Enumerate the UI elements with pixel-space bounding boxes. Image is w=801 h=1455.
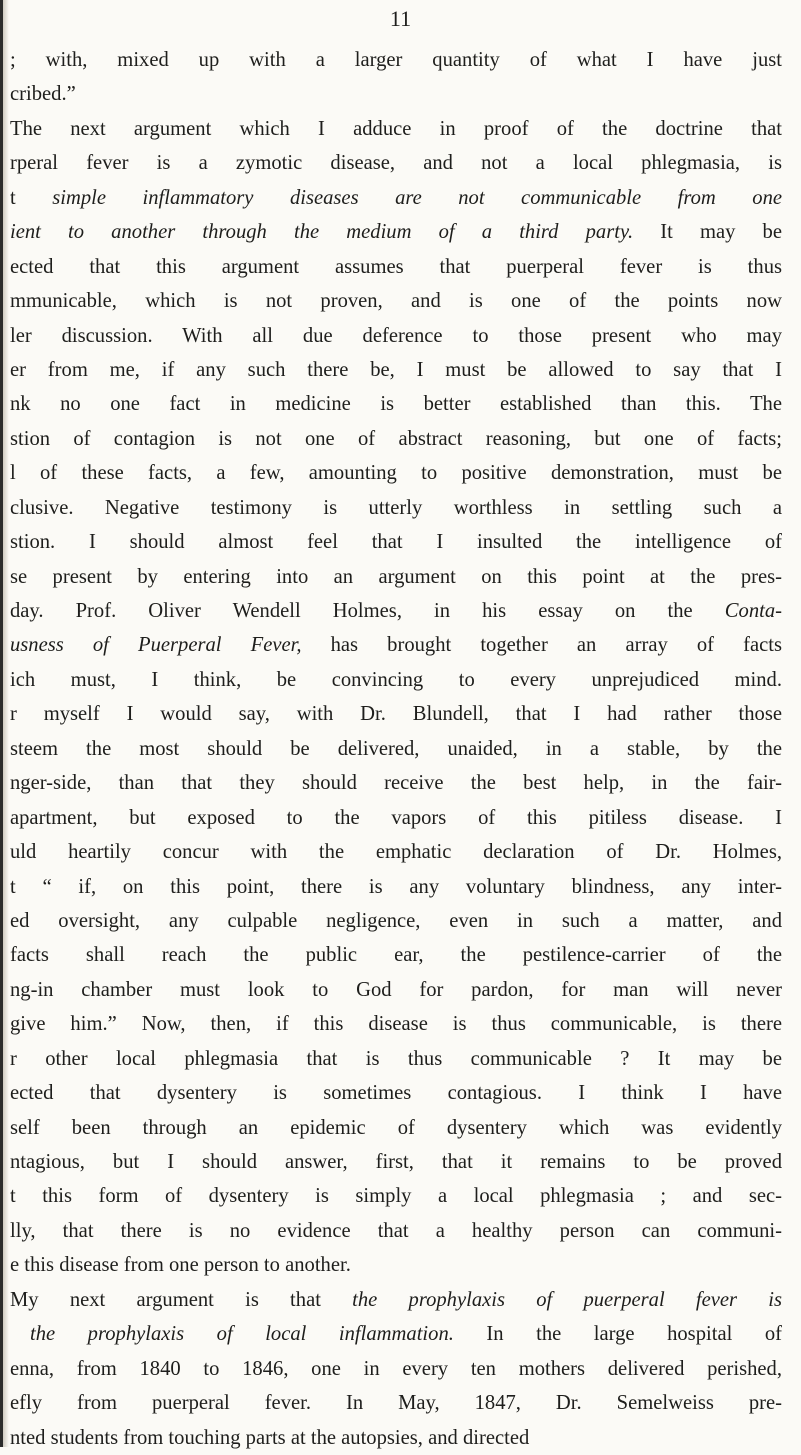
text-line <box>10 250 782 284</box>
page-number: 11 <box>389 6 412 31</box>
text-line <box>10 43 782 77</box>
text-segment: l of these facts, a few, amounting to positive demonstration, must be <box>10 462 782 485</box>
text-line <box>10 1317 782 1351</box>
text-segment: nk no one fact in medicine is better established than this. The <box>10 393 782 416</box>
text-line <box>10 422 782 456</box>
text-line <box>10 594 782 628</box>
text-line <box>10 973 782 1007</box>
text-line <box>10 491 782 525</box>
text-line <box>10 560 782 594</box>
text-line <box>10 146 782 180</box>
text-segment: t this form of dysentery is simply a local phlegmasia ; and sec- <box>10 1185 782 1208</box>
italic-text-segment: ient to another through the medium of a third party. <box>10 221 634 244</box>
text-segment: cribed.” <box>10 83 76 106</box>
text-line <box>10 1248 782 1282</box>
text-line <box>10 1421 782 1455</box>
text-segment: ler discussion. With all due deference to those present who may <box>10 324 782 347</box>
text-segment: It may be <box>633 221 782 244</box>
text-line <box>10 732 782 766</box>
text-segment: e this disease from one person to another. <box>10 1254 351 1277</box>
text-line <box>10 1007 782 1041</box>
text-segment: stion. I should almost feel that I insulted the intelligence of <box>10 531 782 554</box>
italic-text-segment: the prophylaxis of local inflammation. <box>30 1323 454 1346</box>
text-line <box>10 1283 782 1317</box>
italic-text-segment: the prophylaxis of puerperal fever is <box>352 1288 782 1311</box>
text-line <box>10 835 782 869</box>
text-line <box>10 1386 782 1420</box>
text-line <box>10 284 782 318</box>
text-line <box>10 77 782 111</box>
italic-text-segment: Conta- <box>724 600 782 622</box>
binding-shadow <box>3 0 9 1447</box>
text-segment: t “ if, on this point, there is any voluntary blindness, any inter- <box>10 875 782 898</box>
text-line <box>10 1111 782 1145</box>
text-line <box>10 870 782 904</box>
text-segment: ich must, I think, be convincing to every unprejudiced mind. <box>10 668 782 691</box>
text-segment: day. Prof. Oliver Wendell Holmes, in his essay on the <box>10 600 725 622</box>
text-segment: ed oversight, any culpable negligence, even in such a matter, and <box>10 909 782 932</box>
body-text <box>10 43 782 1455</box>
text-line <box>10 456 782 490</box>
italic-text-segment: usness of Puerperal Fever, <box>10 634 302 657</box>
text-segment: give him.” Now, then, if this disease is thus communicable, is there <box>10 1013 782 1036</box>
text-segment: clusive. Negative testimony is utterly worthless in settling such a <box>10 496 782 519</box>
text-segment: t <box>10 186 53 209</box>
text-segment: enna, from 1840 to 1846, one in every ten mothers delivered perished, <box>10 1357 782 1380</box>
text-segment: er from me, if any such there be, I must be allowed to say that I <box>10 358 782 381</box>
text-line <box>10 319 782 353</box>
text-line <box>10 112 782 146</box>
text-line <box>10 801 782 835</box>
text-segment: has brought together an array of facts <box>301 634 782 657</box>
text-segment: r myself I would say, with Dr. Blundell, that I had rather those <box>10 703 782 726</box>
text-line <box>10 1145 782 1179</box>
text-line <box>10 1076 782 1110</box>
text-line <box>10 525 782 559</box>
text-line <box>10 697 782 731</box>
text-line <box>10 628 782 662</box>
text-segment: ected that this argument assumes that puerperal fever is thus <box>10 255 782 278</box>
text-line <box>10 1179 782 1213</box>
text-line <box>10 938 782 972</box>
text-segment: facts shall reach the public ear, the pestilence-carrier of the <box>10 944 782 967</box>
text-segment: In the large hospital of <box>453 1323 782 1346</box>
text-segment: My next argument is that <box>10 1288 353 1311</box>
text-line <box>10 181 782 215</box>
text-segment: ected that dysentery is sometimes contagious. I think I have <box>10 1082 782 1105</box>
text-segment: self been through an epidemic of dysentery which was evidently <box>10 1116 782 1139</box>
text-segment: lly, that there is no evidence that a healthy person can communi- <box>10 1219 782 1242</box>
text-segment: efly from puerperal fever. In May, 1847, Dr. Semelweiss pre- <box>10 1392 782 1415</box>
text-segment: uld heartily concur with the emphatic declaration of Dr. Holmes, <box>10 841 782 864</box>
text-line <box>10 766 782 800</box>
text-line <box>10 904 782 938</box>
text-segment: ; with, mixed up with a larger quantity of what I have just <box>10 49 782 71</box>
text-segment: nted students from touching parts at the autopsies, and directed <box>10 1426 530 1449</box>
text-segment: apartment, but exposed to the vapors of this pitiless disease. I <box>10 806 782 829</box>
text-segment: stion of contagion is not one of abstract reasoning, but one of facts; <box>10 427 782 450</box>
text-segment: The next argument which I adduce in proof of the doctrine that <box>10 117 782 140</box>
text-line <box>10 387 782 421</box>
text-line <box>10 663 782 697</box>
text-segment: ntagious, but I should answer, first, that it remains to be proved <box>10 1151 782 1173</box>
text-segment: rperal fever is a zymotic disease, and not a local phlegmasia, is <box>10 152 782 175</box>
text-segment: r other local phlegmasia that is thus communicable ? It may be <box>10 1047 782 1070</box>
text-line <box>10 1214 782 1248</box>
text-segment: nger-side, than that they should receive the best help, in the fair- <box>10 772 782 795</box>
text-segment: ng-in chamber must look to God for pardon, for man will never <box>10 978 782 1001</box>
text-line <box>10 215 782 249</box>
text-line <box>10 1042 782 1076</box>
text-segment: mmunicable, which is not proven, and is one of the points now <box>10 290 782 313</box>
text-line <box>10 353 782 387</box>
text-line <box>10 1352 782 1386</box>
text-segment: se present by entering into an argument on this point at the pres- <box>10 565 782 588</box>
text-segment: steem the most should be delivered, unaided, in a stable, by the <box>10 737 782 760</box>
italic-text-segment: simple inflammatory diseases are not communicable from one <box>52 186 782 209</box>
